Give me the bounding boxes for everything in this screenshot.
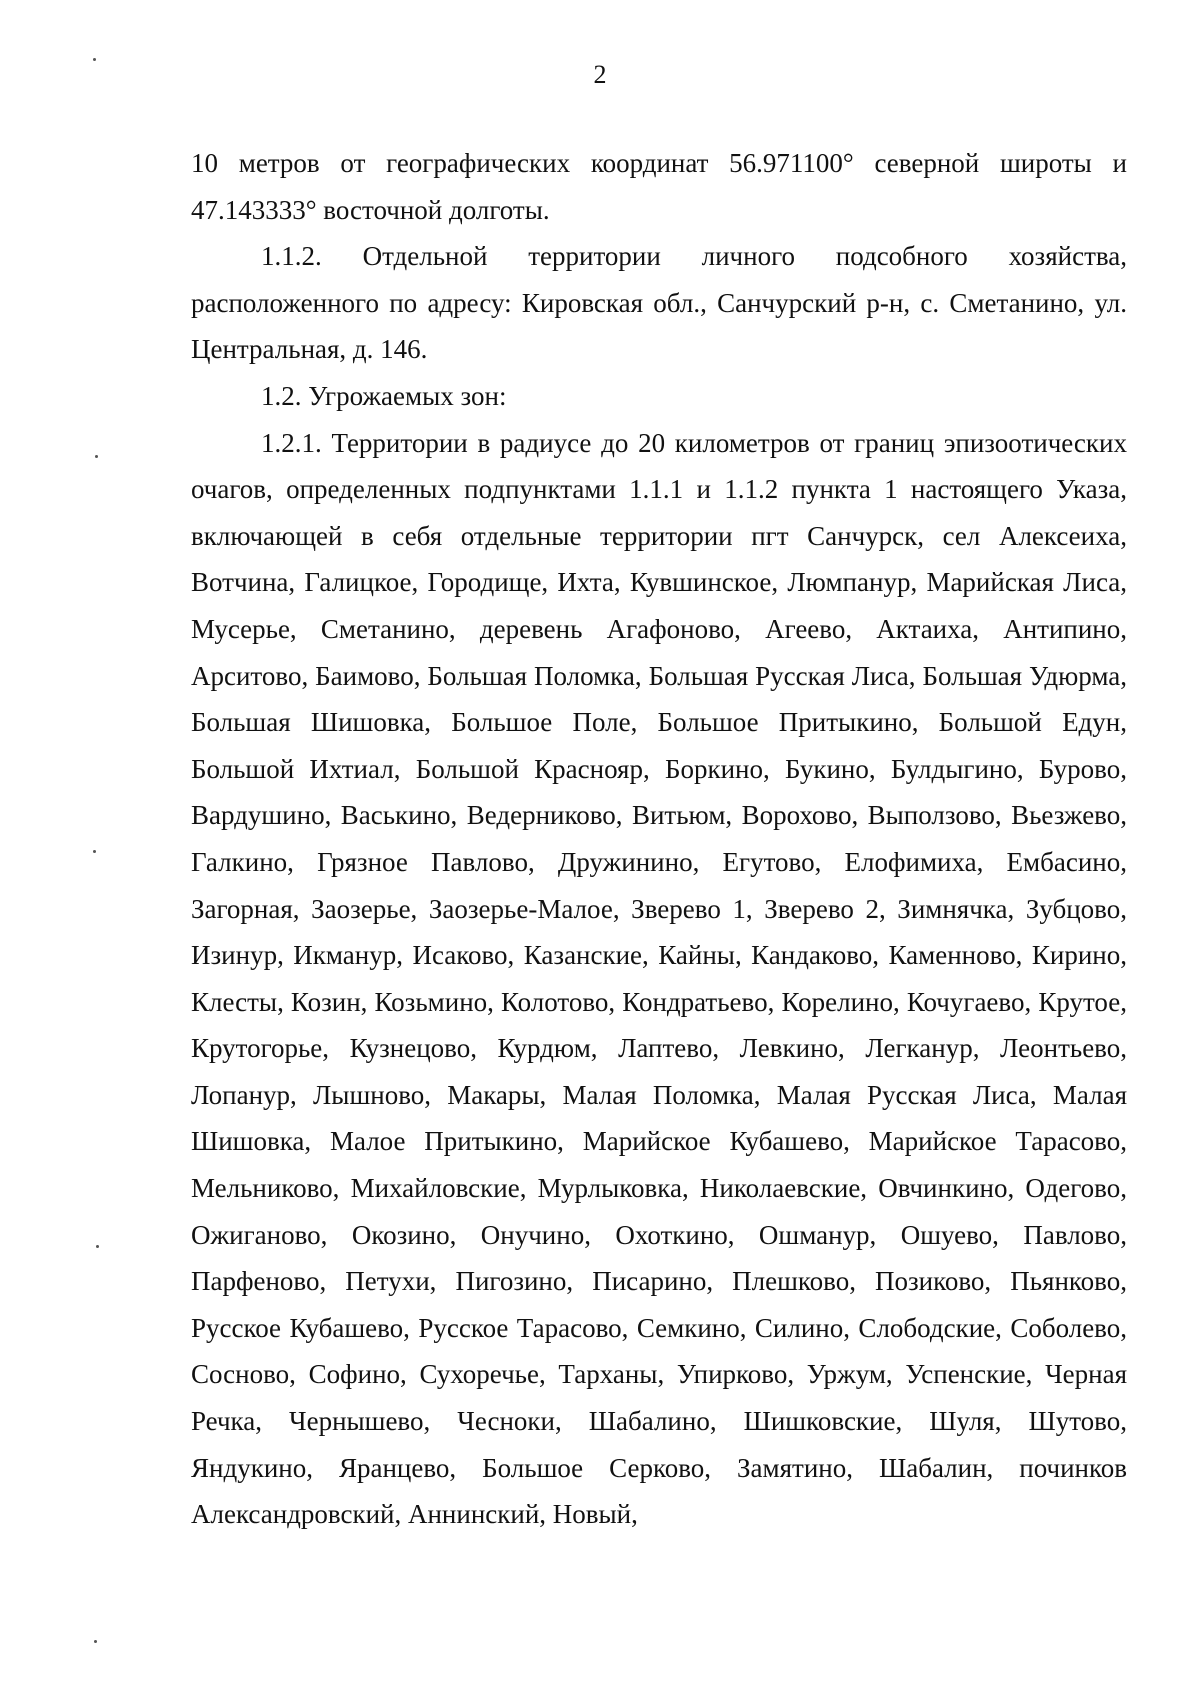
page-number: 2 xyxy=(593,60,607,89)
paragraph-item-1-1-2: 1.1.2. Отдельной территории личного подсобного хозяйства, расположенного по адресу: Кировская обл., Санчурский р-н, с. Сметанино, ул. Центральная, д. 146. xyxy=(191,241,1127,365)
paragraph-coords-continuation: 10 метров от географических координат 56.971100° северной широты и 47.143333° восточной долготы. xyxy=(191,148,1127,225)
scan-speck xyxy=(95,455,98,458)
scan-speck xyxy=(93,850,96,853)
scan-speck xyxy=(94,1640,97,1643)
document-body xyxy=(191,140,1127,1538)
scan-speck xyxy=(93,58,96,61)
paragraph-item-1-2: 1.2. Угрожаемых зон: xyxy=(261,380,507,411)
paragraph-item-1-2-1: 1.2.1. Территории в радиусе до 20 километров от границ эпизоотических очагов, определенных подпунктами 1.1.1 и 1.1.2 пункта 1 настоящего Указа, включающей в себя отдельные территории пгт Санчурск, сел Алексеиха, Вотчина, Галицкое, Городище, Ихта, Кувшинское, Люмпанур, Марийская Лиса, Мусерье, Сметанино, деревень Агафоново, Агеево, Актаиха, Антипино, Арситово, Баимово, Большая Поломка, Большая Русская Лиса, Большая Удюрма, Большая Шишовка, Большое Поле, Большое Притыкино, Большой Едун, Большой Ихтиал, Большой Краснояр, Боркино, Букино, Булдыгино, Бурово, Вардушино, Васькино, Ведерниково, Витьюм, Ворохово, Выползово, Вьезжево, Галкино, Грязное Павлово, Дружинино, Егутово, Елофимиха, Ембасино, Загорная, Заозерье, Заозерье-Малое, Зверево 1, Зверево 2, Зимнячка, Зубцово, Изинур, Икманур, Исаково, Казанские, Кайны, Кандаково, Каменново, Кирино, Клесты, Козин, Козьмино, Колотово, Кондратьево, Корелино, Кочугаево, Крутое, Крутогорье, Кузнецово, Курдюм, Лаптево, Левкино, Легканур, Леонтьево, Лопанур, Лышново, Макары, Малая Поломка, Малая Русская Лиса, Малая Шишовка, Малое Притыкино, Марийское Кубашево, Марийское Тарасово, Мельниково, Михайловские, Мурлыковка, Николаевские, Овчинкино, Одегово, Ожиганово, Окозино, Онучино, Охоткино, Ошманур, Ошуево, Павлово, Парфеново, Петухи, Пигозино, Писарино, Плешково, Позиково, Пьянково, Русское Кубашево, Русское Тарасово, Семкино, Силино, Слободские, Соболево, Сосново, Софино, Сухоречье, Тарханы, Упирково, Уржум, Успенские, Черная Речка, Чернышево, Чесноки, Шабалино, Шишковские, Шуля, Шутово, Яндукино, Яранцево, Большое Серково, Замятино, Шабалин, починков Александровский, Аннинский, Новый, xyxy=(191,427,1127,1530)
scan-speck xyxy=(96,1245,99,1248)
